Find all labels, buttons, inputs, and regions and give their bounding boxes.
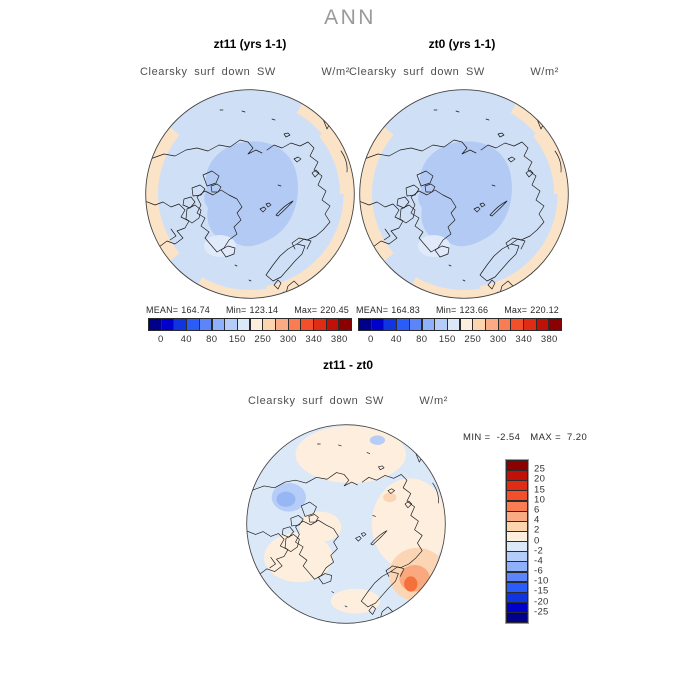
units-label: W/m² xyxy=(321,66,350,78)
colorbar-tick: 0 xyxy=(157,334,164,345)
colorbar-tick: 250 xyxy=(254,334,272,345)
max-label: MAX = xyxy=(530,432,562,443)
colorbar-label: -4 xyxy=(534,555,544,567)
colorbar-tick: 150 xyxy=(228,334,246,345)
stat-max: Max= 220.12 xyxy=(504,305,559,315)
colorbar-cell xyxy=(212,318,226,331)
colorbar-cell xyxy=(536,318,550,331)
colorbar-cell xyxy=(383,318,397,331)
colorbar-label: 0 xyxy=(534,535,540,546)
stat-min: Min= 123.14 xyxy=(225,305,279,315)
colorbar-cell xyxy=(148,318,162,331)
variable-label: Clearsky surf down SW xyxy=(248,395,384,407)
stats-row-zt11 xyxy=(146,305,352,315)
colorbar-label: 15 xyxy=(534,484,546,496)
polar-map-zt0 xyxy=(359,89,569,299)
min-value: -2.54 xyxy=(496,432,521,443)
colorbar-cell xyxy=(506,612,528,623)
colorbar-cell xyxy=(262,318,276,331)
stat-max: Max= 220.45 xyxy=(294,305,349,315)
colorbar-labels-diff xyxy=(534,459,568,622)
colorbar-cell xyxy=(326,318,340,331)
colorbar-cell xyxy=(339,318,353,331)
colorbar-cell xyxy=(224,318,238,331)
panel-title-diff: zt11 - zt0 xyxy=(322,358,373,372)
min-label: MIN = xyxy=(463,432,491,443)
colorbar-label: -10 xyxy=(534,575,549,587)
colorbar-cell xyxy=(485,318,499,331)
colorbar-cell xyxy=(288,318,302,331)
colorbar-tick: 40 xyxy=(180,334,192,345)
colorbar-tick: 250 xyxy=(464,334,482,345)
colorbar-cell xyxy=(358,318,372,331)
colorbar-zt11 xyxy=(148,318,352,331)
colorbar-cell xyxy=(237,318,251,331)
colorbar-cell xyxy=(199,318,213,331)
subtitle-row-zt11 xyxy=(140,66,350,78)
colorbar-cell xyxy=(300,318,314,331)
colorbar-tick: 80 xyxy=(416,334,428,345)
colorbar-label: 6 xyxy=(534,504,540,516)
colorbar-tick: 380 xyxy=(330,334,348,345)
colorbar-cell xyxy=(275,318,289,331)
colorbar-tick: 300 xyxy=(489,334,507,345)
colorbar-tick: 380 xyxy=(540,334,558,345)
colorbar-cell xyxy=(409,318,423,331)
stats-row-zt0 xyxy=(356,305,562,315)
colorbar-tick: 300 xyxy=(279,334,297,345)
panel-title-zt11: zt11 (yrs 1-1) xyxy=(213,37,287,51)
polar-map-zt11 xyxy=(145,89,355,299)
figure-title: ANN xyxy=(324,6,376,29)
colorbar-label: 20 xyxy=(534,473,546,485)
colorbar-cell xyxy=(186,318,200,331)
colorbar-tick: 340 xyxy=(305,334,323,345)
colorbar-diff xyxy=(505,459,529,624)
colorbar-label: 25 xyxy=(534,463,546,475)
units-label: W/m² xyxy=(530,66,559,78)
colorbar-cell xyxy=(250,318,264,331)
colorbar-ticks-zt0 xyxy=(358,334,562,346)
subtitle-row-diff xyxy=(248,395,448,407)
colorbar-tick: 340 xyxy=(515,334,533,345)
units-label: W/m² xyxy=(419,395,448,407)
colorbar-cell xyxy=(173,318,187,331)
colorbar-cell xyxy=(460,318,474,331)
colorbar-tick: 150 xyxy=(438,334,456,345)
colorbar-label: 10 xyxy=(534,494,546,506)
colorbar-tick: 0 xyxy=(367,334,374,345)
max-value: 7.20 xyxy=(567,432,588,443)
colorbar-cell xyxy=(447,318,461,331)
colorbar-cell xyxy=(498,318,512,331)
colorbar-cell xyxy=(549,318,563,331)
colorbar-cell xyxy=(422,318,436,331)
colorbar-label: -25 xyxy=(534,606,549,618)
colorbar-zt0 xyxy=(358,318,562,331)
colorbar-label: -20 xyxy=(534,596,549,608)
subtitle-row-zt0 xyxy=(349,66,559,78)
colorbar-label: 2 xyxy=(534,524,540,536)
stat-mean: MEAN= 164.74 xyxy=(146,305,210,315)
colorbar-label: -6 xyxy=(534,565,544,577)
variable-label: Clearsky surf down SW xyxy=(349,66,485,78)
colorbar-label: 4 xyxy=(534,514,540,526)
colorbar-cell xyxy=(161,318,175,331)
colorbar-label: -15 xyxy=(534,585,549,597)
colorbar-ticks-zt11 xyxy=(148,334,352,346)
colorbar-tick: 80 xyxy=(206,334,218,345)
colorbar-cell xyxy=(371,318,385,331)
polar-map-diff xyxy=(246,424,446,624)
stat-mean: MEAN= 164.83 xyxy=(356,305,420,315)
panel-title-zt0: zt0 (yrs 1-1) xyxy=(428,37,496,51)
colorbar-label: -2 xyxy=(534,545,544,557)
colorbar-cell xyxy=(313,318,327,331)
colorbar-cell xyxy=(510,318,524,331)
diff-minmax-row xyxy=(463,432,597,443)
colorbar-tick: 40 xyxy=(390,334,402,345)
colorbar-cell xyxy=(523,318,537,331)
colorbar-cell xyxy=(472,318,486,331)
colorbar-cell xyxy=(396,318,410,331)
stat-min: Min= 123.66 xyxy=(435,305,489,315)
colorbar-cell xyxy=(434,318,448,331)
variable-label: Clearsky surf down SW xyxy=(140,66,276,78)
